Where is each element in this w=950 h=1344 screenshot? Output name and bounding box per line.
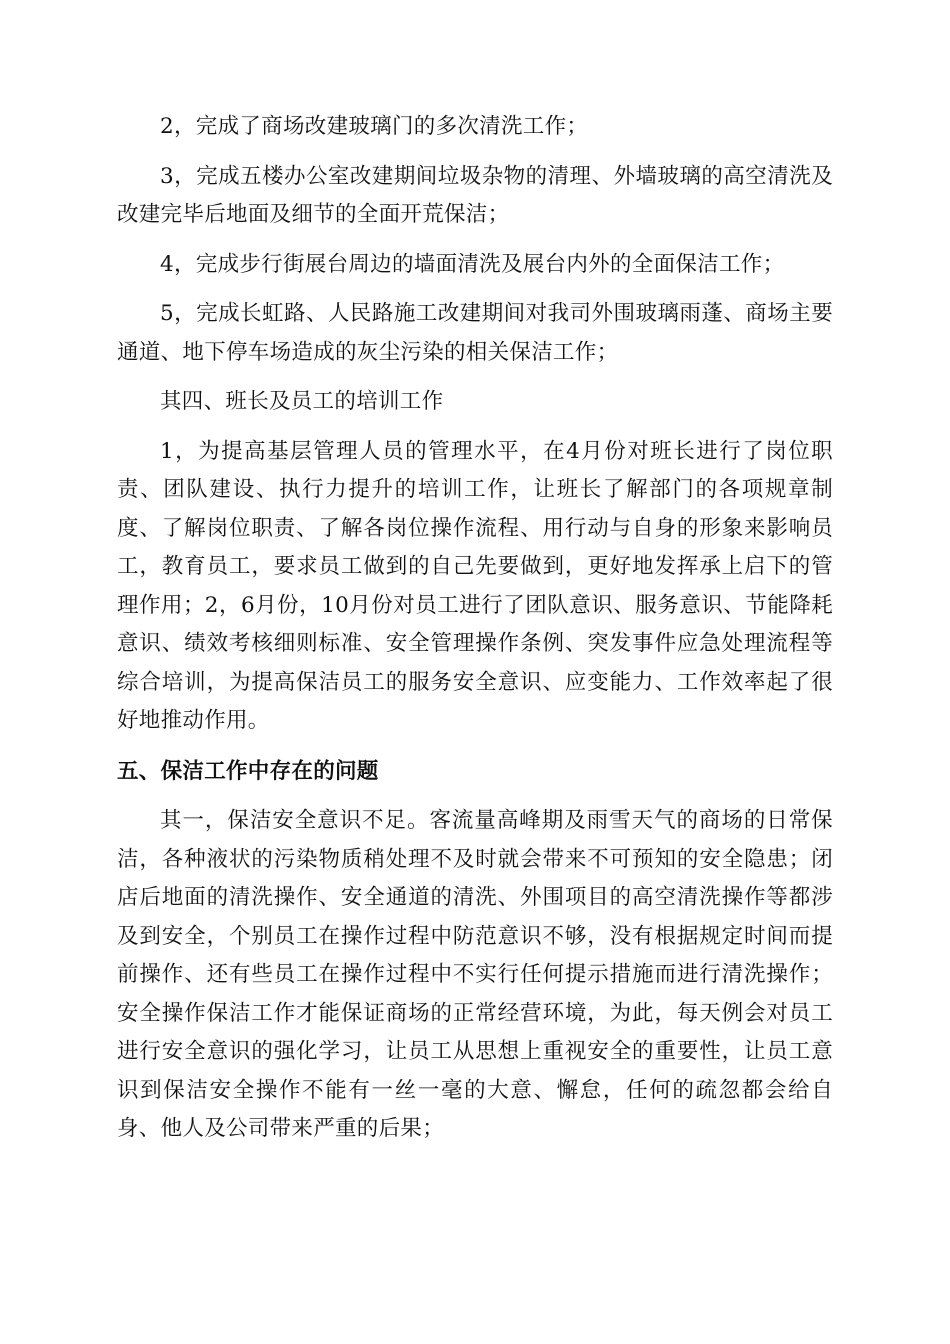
- paragraph-item-4: 4，完成步行街展台周边的墙面清洗及展台内外的全面保洁工作；: [160, 251, 785, 277]
- paragraph-safety-awareness: 其一，保洁安全意识不足。客流量高峰期及雨雪天气的商场的日常保洁，各种液状的污染物质稍处理不及时就会带来不可预知的安全隐患；闭店后地面的清洗操作、安全通道的清洗、外围项目的高空清洗操作等都涉及到安全，个别员工在操作过程中防范意识不够，没有根据规定时间而提前操作、还有些员工在操作过程中不实行任何提示措施而进行清洗操作；安全操作保洁工作才能保证商场的正常经营环境，为此，每天例会对员工进行安全意识的强化学习，让员工从思想上重视安全的重要性，让员工意识到保洁安全操作不能有一丝一毫的大意、懈怠，任何的疏忽都会给自身、他人及公司带来严重的后果；: [117, 808, 833, 1141]
- paragraph-item-2: 2，完成了商场改建玻璃门的多次清洗工作；: [160, 114, 589, 139]
- section-heading-five: 五、保洁工作中存在的问题: [117, 758, 379, 784]
- paragraph-training: 1，为提高基层管理人员的管理水平，在4月份对班长进行了岗位职责、团队建设、执行力提升的培训工作，让班长了解部门的各项规章制度、了解岗位职责、了解各岗位操作流程、用行动与自身的形象来影响员工，教育员工，要求员工做到的自己先要做到，更好地发挥承上启下的管理作用；2，6月份，10月份对员工进行了团队意识、服务意识、节能降耗意识、绩效考核细则标准、安全管理操作条例、突发事件应急处理流程等综合培训，为提高保洁员工的服务安全意识、应变能力、工作效率起了很好地推动作用。: [117, 438, 833, 733]
- document-page: [117, 108, 833, 1149]
- paragraph-item-3: 3，完成五楼办公室改建期间垃圾杂物的清理、外墙玻璃的高空清洗及改建完毕后地面及细节的全面开荒保洁；: [117, 163, 833, 227]
- paragraph-section-four-title: 其四、班长及员工的培训工作: [160, 389, 444, 414]
- paragraph-item-5: 5，完成长虹路、人民路施工改建期间对我司外围玻璃雨蓬、商场主要通道、地下停车场造成的灰尘污染的相关保洁工作；: [117, 301, 833, 365]
